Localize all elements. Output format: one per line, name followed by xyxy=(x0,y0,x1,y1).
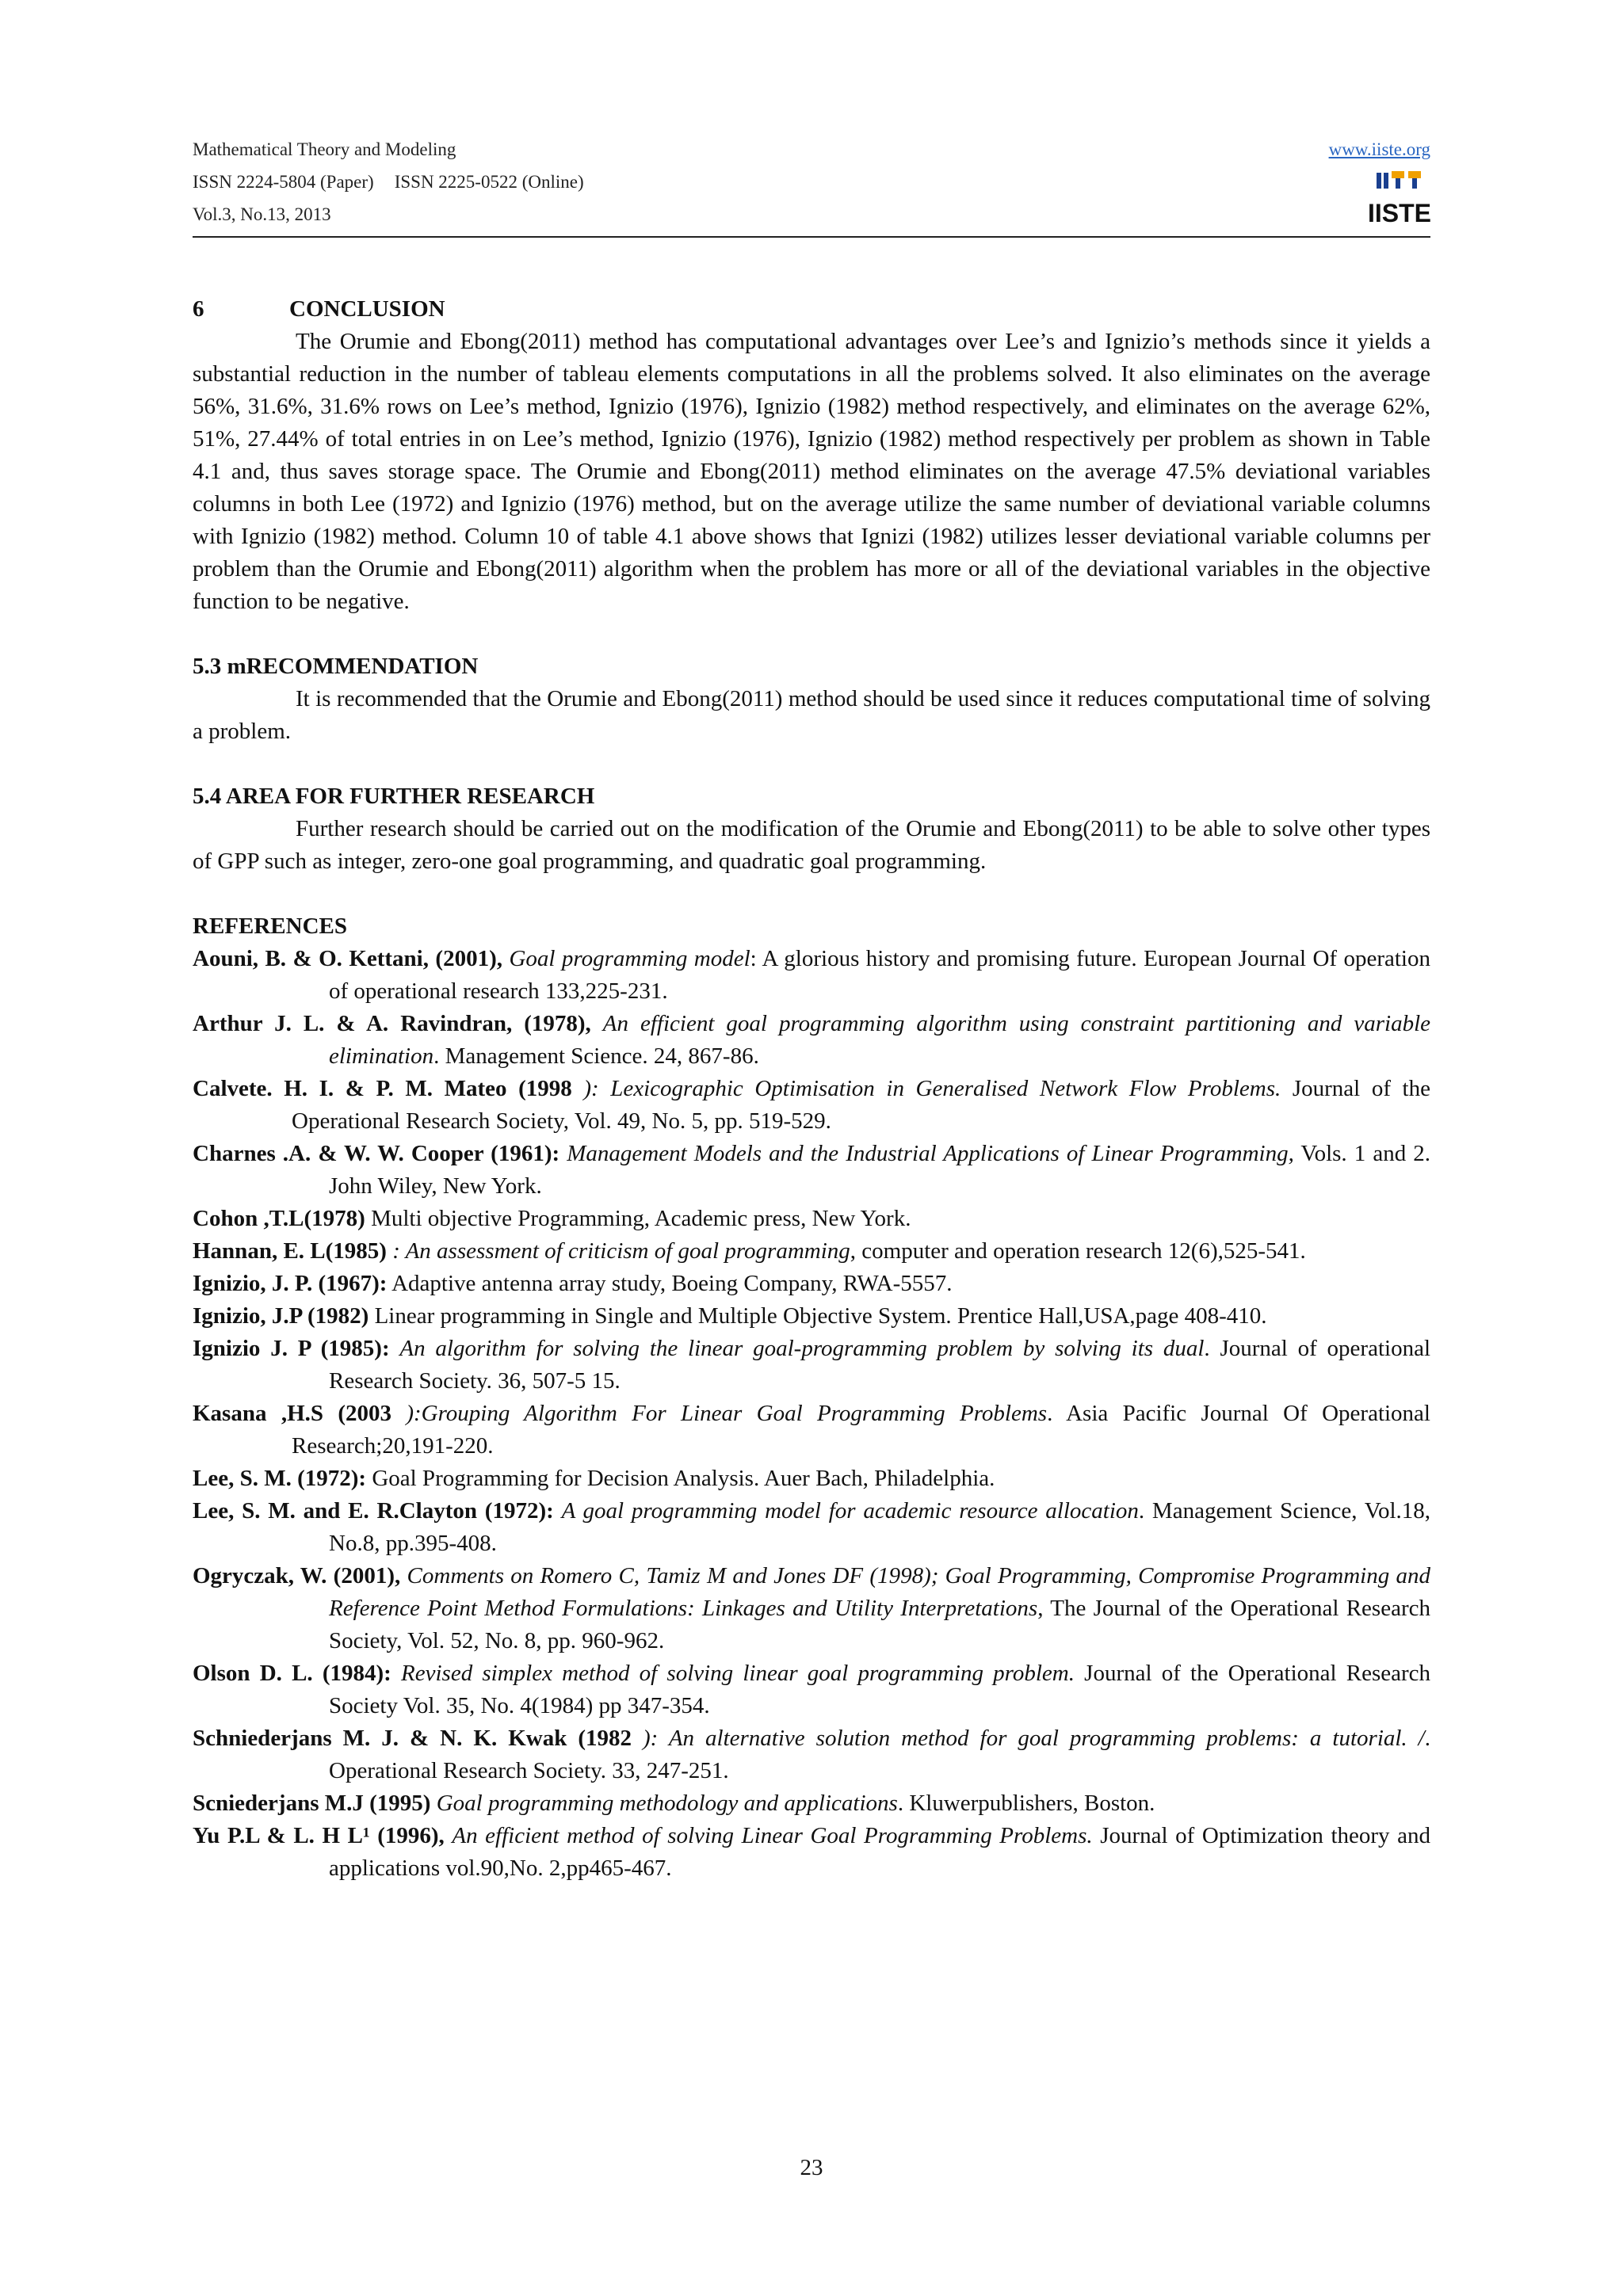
volume-line: Vol.3, No.13, 2013 xyxy=(193,204,331,224)
reference-item xyxy=(193,1463,1430,1495)
reference-item xyxy=(193,1008,1430,1073)
reference-title: Goal programming methodology and applications xyxy=(436,1791,898,1816)
further-research-paragraph: Further research should be carried out on the modification of the Orumie and Ebong(2011) to be able to solve other types of GPP such as integer, zero-one goal programming, and quadratic goal programming. xyxy=(193,816,1430,874)
reference-title: An efficient method of solving Linear Goal Programming Problems. xyxy=(452,1823,1093,1848)
reference-details: Multi objective Programming, Academic press, New York. xyxy=(371,1206,911,1231)
reference-title: An efficient goal programming algorithm using constraint partitioning and variable elimination xyxy=(329,1011,1430,1069)
further-research-heading: 5.4 AREA FOR FURTHER RESEARCH xyxy=(193,784,595,809)
reference-author: Ogryczak, W. (2001), xyxy=(193,1563,401,1589)
issn-paper: ISSN 2224-5804 (Paper) xyxy=(193,172,374,192)
logo-text: IISTE xyxy=(1367,199,1432,227)
issn-line xyxy=(193,166,1430,198)
header-rule xyxy=(193,236,1430,238)
reference-author: Scniederjans M.J (1995) xyxy=(193,1791,431,1816)
reference-item xyxy=(193,1138,1430,1203)
reference-author: Olson D. L. (1984): xyxy=(193,1661,391,1686)
reference-title: Management Models and the Industrial Applications of Linear Programming, xyxy=(567,1141,1294,1166)
reference-details: Linear programming in Single and Multiple Objective System. Prentice Hall,USA,page 408-410. xyxy=(374,1303,1267,1329)
reference-item xyxy=(193,1235,1430,1268)
reference-details: . Kluwerpublishers, Boston. xyxy=(897,1791,1155,1816)
reference-item xyxy=(193,1398,1430,1463)
section-title: CONCLUSION xyxy=(289,296,445,322)
journal-name: Mathematical Theory and Modeling xyxy=(193,139,456,159)
reference-details: Journal of the Operational Research Society Vol. 35, No. 4(1984) pp 347-354. xyxy=(329,1661,1431,1718)
issn-online: ISSN 2225-0522 (Online) xyxy=(394,172,584,192)
reference-title: ): Lexicographic Optimisation in Generalised Network Flow Problems. xyxy=(583,1076,1281,1101)
reference-item xyxy=(193,1073,1430,1138)
reference-details: : A glorious history and promising future. European Journal Of operation of operational research 133,225-231. xyxy=(329,946,1430,1004)
iiste-logo-icon xyxy=(1367,170,1432,228)
page-content xyxy=(193,293,1430,1885)
reference-author: Lee, S. M. (1972): xyxy=(193,1466,367,1491)
reference-author: Ignizio, J.P (1982) xyxy=(193,1303,369,1329)
reference-details: Vols. 1 and 2. John Wiley, New York. xyxy=(329,1141,1431,1199)
reference-details: Goal Programming for Decision Analysis. Auer Bach, Philadelphia. xyxy=(372,1466,995,1491)
reference-item xyxy=(193,1722,1430,1787)
reference-details: . Management Science. 24, 867-86. xyxy=(433,1043,759,1069)
reference-details: . Journal of operational Research Society. 36, 507-5 15. xyxy=(329,1336,1431,1394)
reference-item xyxy=(193,1268,1430,1300)
reference-item xyxy=(193,1495,1430,1560)
reference-author: Aouni, B. & O. Kettani, (2001), xyxy=(193,946,502,971)
reference-item xyxy=(193,1300,1430,1333)
reference-title: Comments on Romero C, Tamiz M and Jones DF (1998); Goal Programming, Compromise Programming and Reference Point Method Formulations: Linkages and Utility Interpretations xyxy=(329,1563,1430,1621)
reference-details: , The Journal of the Operational Research Society, Vol. 52, No. 8, pp. 960-962. xyxy=(329,1596,1430,1653)
reference-author: Kasana ,H.S (2003 xyxy=(193,1401,391,1426)
reference-item xyxy=(193,1203,1430,1235)
reference-item xyxy=(193,1560,1430,1657)
reference-author: Hannan, E. L(1985) xyxy=(193,1238,387,1264)
references-heading: REFERENCES xyxy=(193,913,347,939)
reference-author: Lee, S. M. and E. R.Clayton (1972): xyxy=(193,1498,554,1524)
reference-list xyxy=(193,943,1430,1885)
reference-author: Schniederjans M. J. & N. K. Kwak (1982 xyxy=(193,1726,632,1751)
reference-title: ): An alternative solution method for goal programming problems: a tutorial. / xyxy=(643,1726,1425,1751)
recommendation-paragraph: It is recommended that the Orumie and Ebong(2011) method should be used since it reduces computational time of solving a problem. xyxy=(193,686,1430,744)
reference-details: Adaptive antenna array study, Boeing Company, RWA-5557. xyxy=(391,1271,953,1296)
reference-title: Revised simplex method of solving linear goal programming problem. xyxy=(401,1661,1075,1686)
page-number: 23 xyxy=(800,2155,823,2180)
reference-author: Charnes .A. & W. W. Cooper (1961): xyxy=(193,1141,560,1166)
reference-item xyxy=(193,1657,1430,1722)
reference-details: , computer and operation research 12(6),525-541. xyxy=(850,1238,1306,1264)
page-header xyxy=(193,133,1430,231)
reference-author: Yu P.L & L. H L¹ (1996), xyxy=(193,1823,445,1848)
reference-title: : An assessment of criticism of goal programming xyxy=(392,1238,850,1264)
reference-details: . Asia Pacific Journal Of Operational Research;20,191-220. xyxy=(292,1401,1430,1459)
conclusion-paragraph: The Orumie and Ebong(2011) method has computational advantages over Lee’s and Ignizio’s methods since it yields a substantial reduction in the number of tableau elements computations in all the problems solved. It also eliminates on the average 56%, 31.6%, 31.6% rows on Lee’s method, Ignizio (1976), Ignizio (1982) method respectively, and eliminates on the average 62%, 51%, 27.44% of total entries in on Lee’s method, Ignizio (1976), Ignizio (1982) method respectively per problem as shown in Table 4.1 and, thus saves storage space. The Orumie and Ebong(2011) method eliminates on the average 47.5% deviational variables columns in both Lee (1972) and Ignizio (1976) method, but on the average utilize the same number of deviational variable columns with Ignizio (1982) method. Column 10 of table 4.1 above shows that Ignizi (1982) utilizes lesser deviational variable columns per problem than the Orumie and Ebong(2011) algorithm when the problem has more or all of the deviational variables in the objective function to be negative. xyxy=(193,329,1430,614)
journal-url-link[interactable]: www.iiste.org xyxy=(1328,139,1430,159)
reference-item xyxy=(193,943,1430,1008)
reference-item xyxy=(193,1820,1430,1885)
reference-title: A goal programming model for academic resource allocation xyxy=(561,1498,1139,1524)
reference-author: Ignizio J. P (1985): xyxy=(193,1336,390,1361)
reference-details: Journal of the Operational Research Society, Vol. 49, No. 5, pp. 519-529. xyxy=(292,1076,1430,1134)
reference-author: Arthur J. L. & A. Ravindran, (1978), xyxy=(193,1011,591,1036)
reference-title: An algorithm for solving the linear goal-programming problem by solving its dual xyxy=(399,1336,1205,1361)
section-number: 6 xyxy=(193,296,204,322)
recommendation-heading: 5.3 mRECOMMENDATION xyxy=(193,654,479,679)
reference-author: Calvete. H. I. & P. M. Mateo (1998 xyxy=(193,1076,572,1101)
reference-details: . Operational Research Society. 33, 247-251. xyxy=(329,1726,1430,1783)
conclusion-heading xyxy=(193,293,1430,326)
reference-title: ):Grouping Algorithm For Linear Goal Programming Problems xyxy=(406,1401,1048,1426)
reference-author: Cohon ,T.L(1978) xyxy=(193,1206,365,1231)
reference-details: Journal of Optimization theory and applications vol.90,No. 2,pp465-467. xyxy=(329,1823,1431,1881)
reference-details: . Management Science, Vol.18, No.8, pp.395-408. xyxy=(329,1498,1431,1556)
reference-item xyxy=(193,1787,1430,1820)
reference-item xyxy=(193,1333,1430,1398)
reference-title: Goal programming model xyxy=(509,946,750,971)
reference-author: Ignizio, J. P. (1967): xyxy=(193,1271,388,1296)
